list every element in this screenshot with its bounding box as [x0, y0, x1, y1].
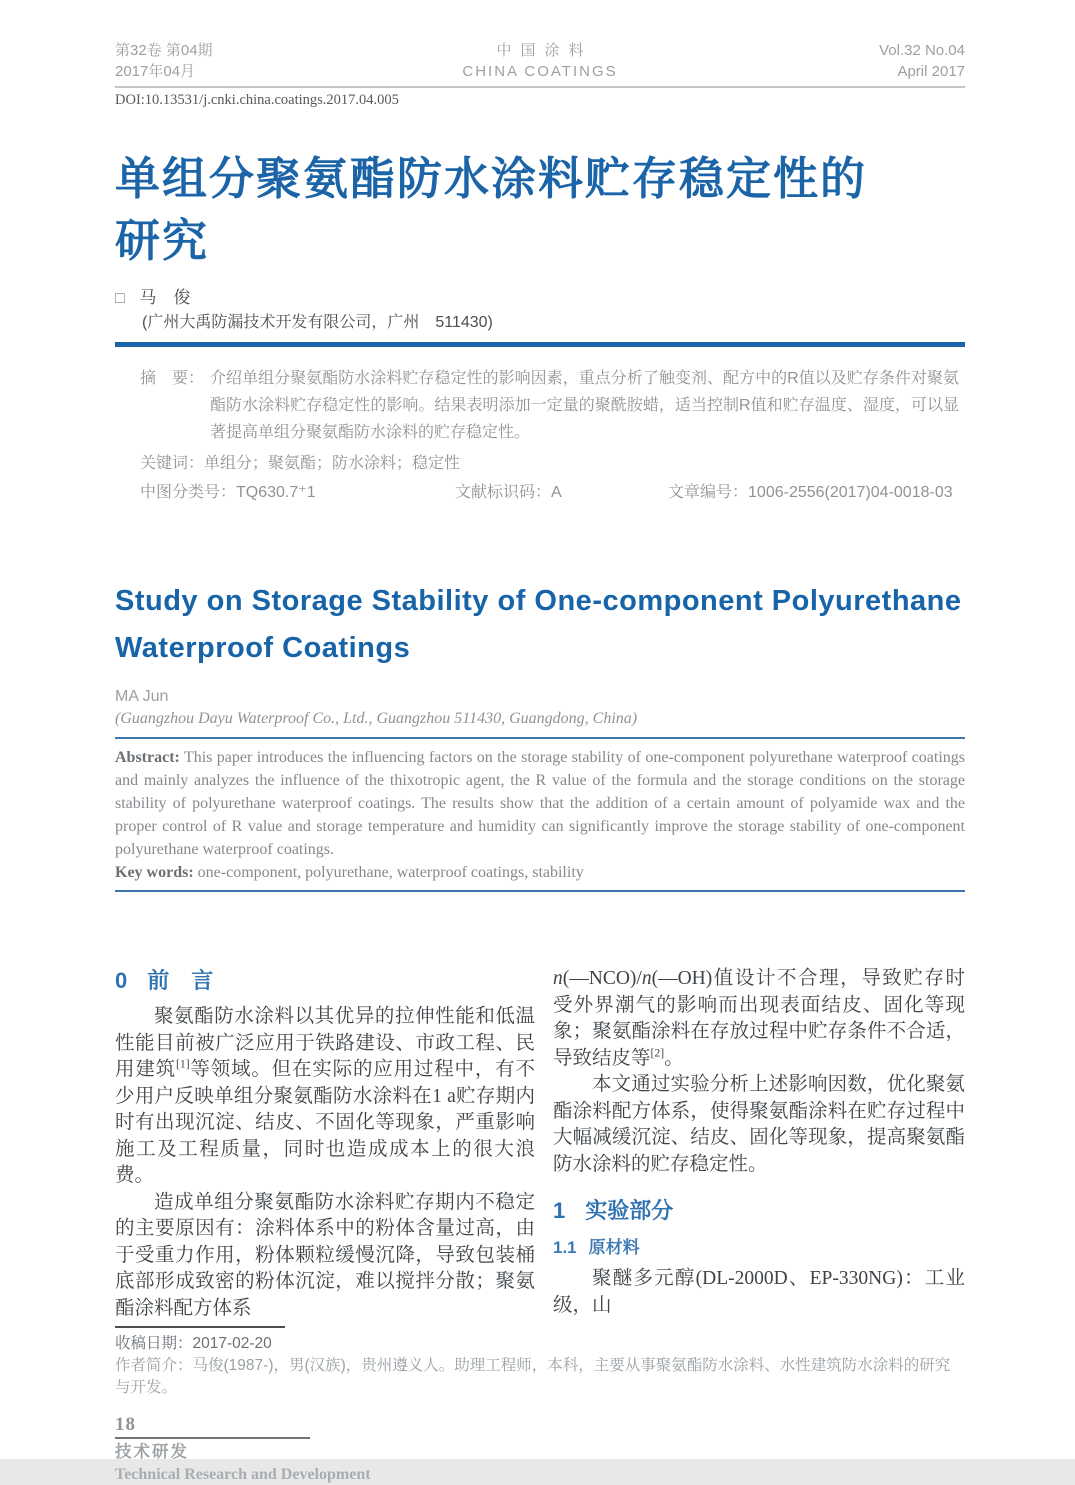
header-date-en: April 2017	[897, 63, 965, 80]
clc-number: 中图分类号：TQ630.7⁺1	[140, 484, 316, 501]
keywords-cn: 单组分；聚氨酯；防水涂料；稳定性	[204, 455, 461, 472]
article-title-en-line2: Waterproof Coatings	[115, 632, 411, 664]
header-volume-issue-en: Vol.32 No.04	[879, 42, 965, 59]
author-name-cn: 马 俊	[139, 288, 191, 307]
abstract-text-en: This paper introduces the influencing factors on the storage stability of one-component polyurethane waterproof coatings and mainly analyzes the influence of the thixotropic agent, the R value of the formula and the storage conditions on the storage stability of polyurethane waterproof coatings. The results show that the addition of a certain amount of polyamide wax and the proper control of R value and storage temperature and humidity can significantly improve the storage stability of one-component polyurethane waterproof coatings.	[115, 749, 965, 858]
materials-paragraph: 聚醚多元醇(DL-2000D、EP-330NG)：工业级，山	[553, 1268, 965, 1316]
author-line	[115, 286, 965, 311]
author-bio-line: 作者简介：马俊(1987-)，男(汉族)，贵州遵义人。助理工程师，本科，主要从事聚氨酯防水涂料、水性建筑防水涂料的研究与开发。	[115, 1357, 951, 1396]
journal-title-en: CHINA COATINGS	[462, 63, 618, 80]
header-right-block	[745, 40, 965, 82]
keywords-label-cn: 关键词：	[140, 455, 205, 472]
abstract-label-en: Abstract:	[115, 749, 180, 766]
journal-header	[115, 40, 965, 110]
intro-paragraph-2: 造成单组分聚氨酯防水涂料贮存期内不稳定的主要原因有：涂料体系中的粉体含量过高，由于受重力作用，粉体颗粒缓慢沉降，导致包装桶底部形成致密的粉体沉淀，难以搅拌分散；聚氨酯涂料配方体系	[115, 1191, 535, 1319]
document-code: 文献标识码：A	[455, 484, 562, 501]
abstract-label-cn: 摘 要：	[140, 370, 205, 387]
section-heading-1: 1 实验部分	[553, 1198, 674, 1223]
page-number-rule	[115, 1437, 310, 1439]
article-body	[115, 966, 965, 1322]
english-front-matter	[115, 578, 965, 892]
column-name-en: Technical Research and Development	[115, 1466, 371, 1483]
chinese-front-matter	[115, 365, 965, 506]
body-column-left	[115, 966, 535, 1322]
article-title-cn-line2: 研究	[115, 215, 210, 266]
citation-ref-2: [2]	[650, 1046, 665, 1059]
author-affiliation-en: (Guangzhou Dayu Waterproof Co., Ltd., Guangzhou 511430, Guangdong, China)	[115, 710, 638, 727]
article-title-en-line1: Study on Storage Stability of One-component Polyurethane	[115, 585, 962, 617]
header-center-block	[335, 40, 745, 82]
abstract-text-cn: 介绍单组分聚氨酯防水涂料贮存稳定性的影响因素，重点分析了触变剂、配方中的R值以及贮存条件对聚氨酯防水涂料贮存稳定性的影响。结果表明添加一定量的聚酰胺蜡，适当控制R值和贮存温度、湿度，可以显著提高单组分聚氨酯防水涂料的贮存稳定性。	[210, 370, 959, 441]
section-heading-1-1: 1.1 原材料	[553, 1238, 640, 1257]
article-number: 文章编号：1006-2556(2017)04-0018-03	[668, 484, 953, 501]
article-title-en	[115, 578, 965, 672]
intro-paragraph-3: 本文通过实验分析上述影响因数，优化聚氨酯涂料配方体系，使得聚氨酯涂料在贮存过程中大幅减缓沉淀、结皮、固化等现象，提高聚氨酯防水涂料的贮存稳定性。	[553, 1074, 965, 1175]
keywords-text-en: one-component, polyurethane, waterproof coatings, stability	[193, 864, 584, 881]
intro-paragraph-1: 聚氨酯防水涂料以其优异的拉伸性能和低温性能目前被广泛应用于铁路建设、市政工程、民用建筑[1]等领域。但在实际的应用过程中，有不少用户反映单组分聚氨酯防水涂料在1 a贮存期内时有出现沉淀、结皮、不固化等现象，严重影响施工及工程质量，同时也造成成本上的很大浪费。	[115, 1006, 535, 1186]
doi-text: DOI:10.13531/j.cnki.china.coatings.2017.04.005	[115, 92, 399, 108]
article-title-block	[115, 148, 965, 334]
page-footer	[115, 1413, 965, 1485]
page-number: 18	[115, 1414, 136, 1435]
footnote-block	[115, 1326, 965, 1399]
intro-paragraph-2-continued: n(—NCO)/n(—OH)值设计不合理，导致贮存时受外界潮气的影响而出现表面结皮、固化等现象；聚氨酯涂料在存放过程中贮存条件不合适，导致结皮等[2]。	[553, 968, 965, 1069]
author-affiliation-cn: (广州大禹防漏技术开发有限公司，广州 511430)	[142, 314, 493, 331]
body-column-right	[553, 966, 965, 1322]
abstract-row-cn	[140, 365, 959, 446]
classification-row	[140, 479, 959, 506]
author-name-en: MA Jun	[115, 688, 169, 705]
abstract-en	[115, 746, 965, 861]
header-left-block	[115, 40, 335, 82]
section-heading-0: 0 前 言	[115, 968, 214, 993]
divider-thin-bottom	[115, 890, 965, 892]
keywords-row-cn	[140, 450, 959, 477]
article-title-cn	[115, 148, 965, 272]
keywords-label-en: Key words:	[115, 864, 194, 881]
header-date-cn: 2017年04月	[115, 63, 196, 80]
header-divider	[115, 86, 965, 88]
keywords-en	[115, 861, 965, 884]
journal-title-cn: 中国涂料	[496, 42, 593, 59]
column-name-cn: 技术研发	[115, 1443, 189, 1461]
footnote-divider	[115, 1326, 285, 1328]
header-volume-issue-cn: 第32卷 第04期	[115, 42, 213, 59]
received-date-line: 收稿日期：2017-02-20	[115, 1335, 272, 1352]
divider-thin-top	[115, 737, 965, 739]
title-divider-thick	[115, 342, 965, 347]
article-title-cn-line1: 单组分聚氨酯防水涂料贮存稳定性的	[115, 153, 868, 204]
citation-ref-1: [1]	[175, 1057, 190, 1071]
author-marker-icon: □	[115, 290, 125, 307]
